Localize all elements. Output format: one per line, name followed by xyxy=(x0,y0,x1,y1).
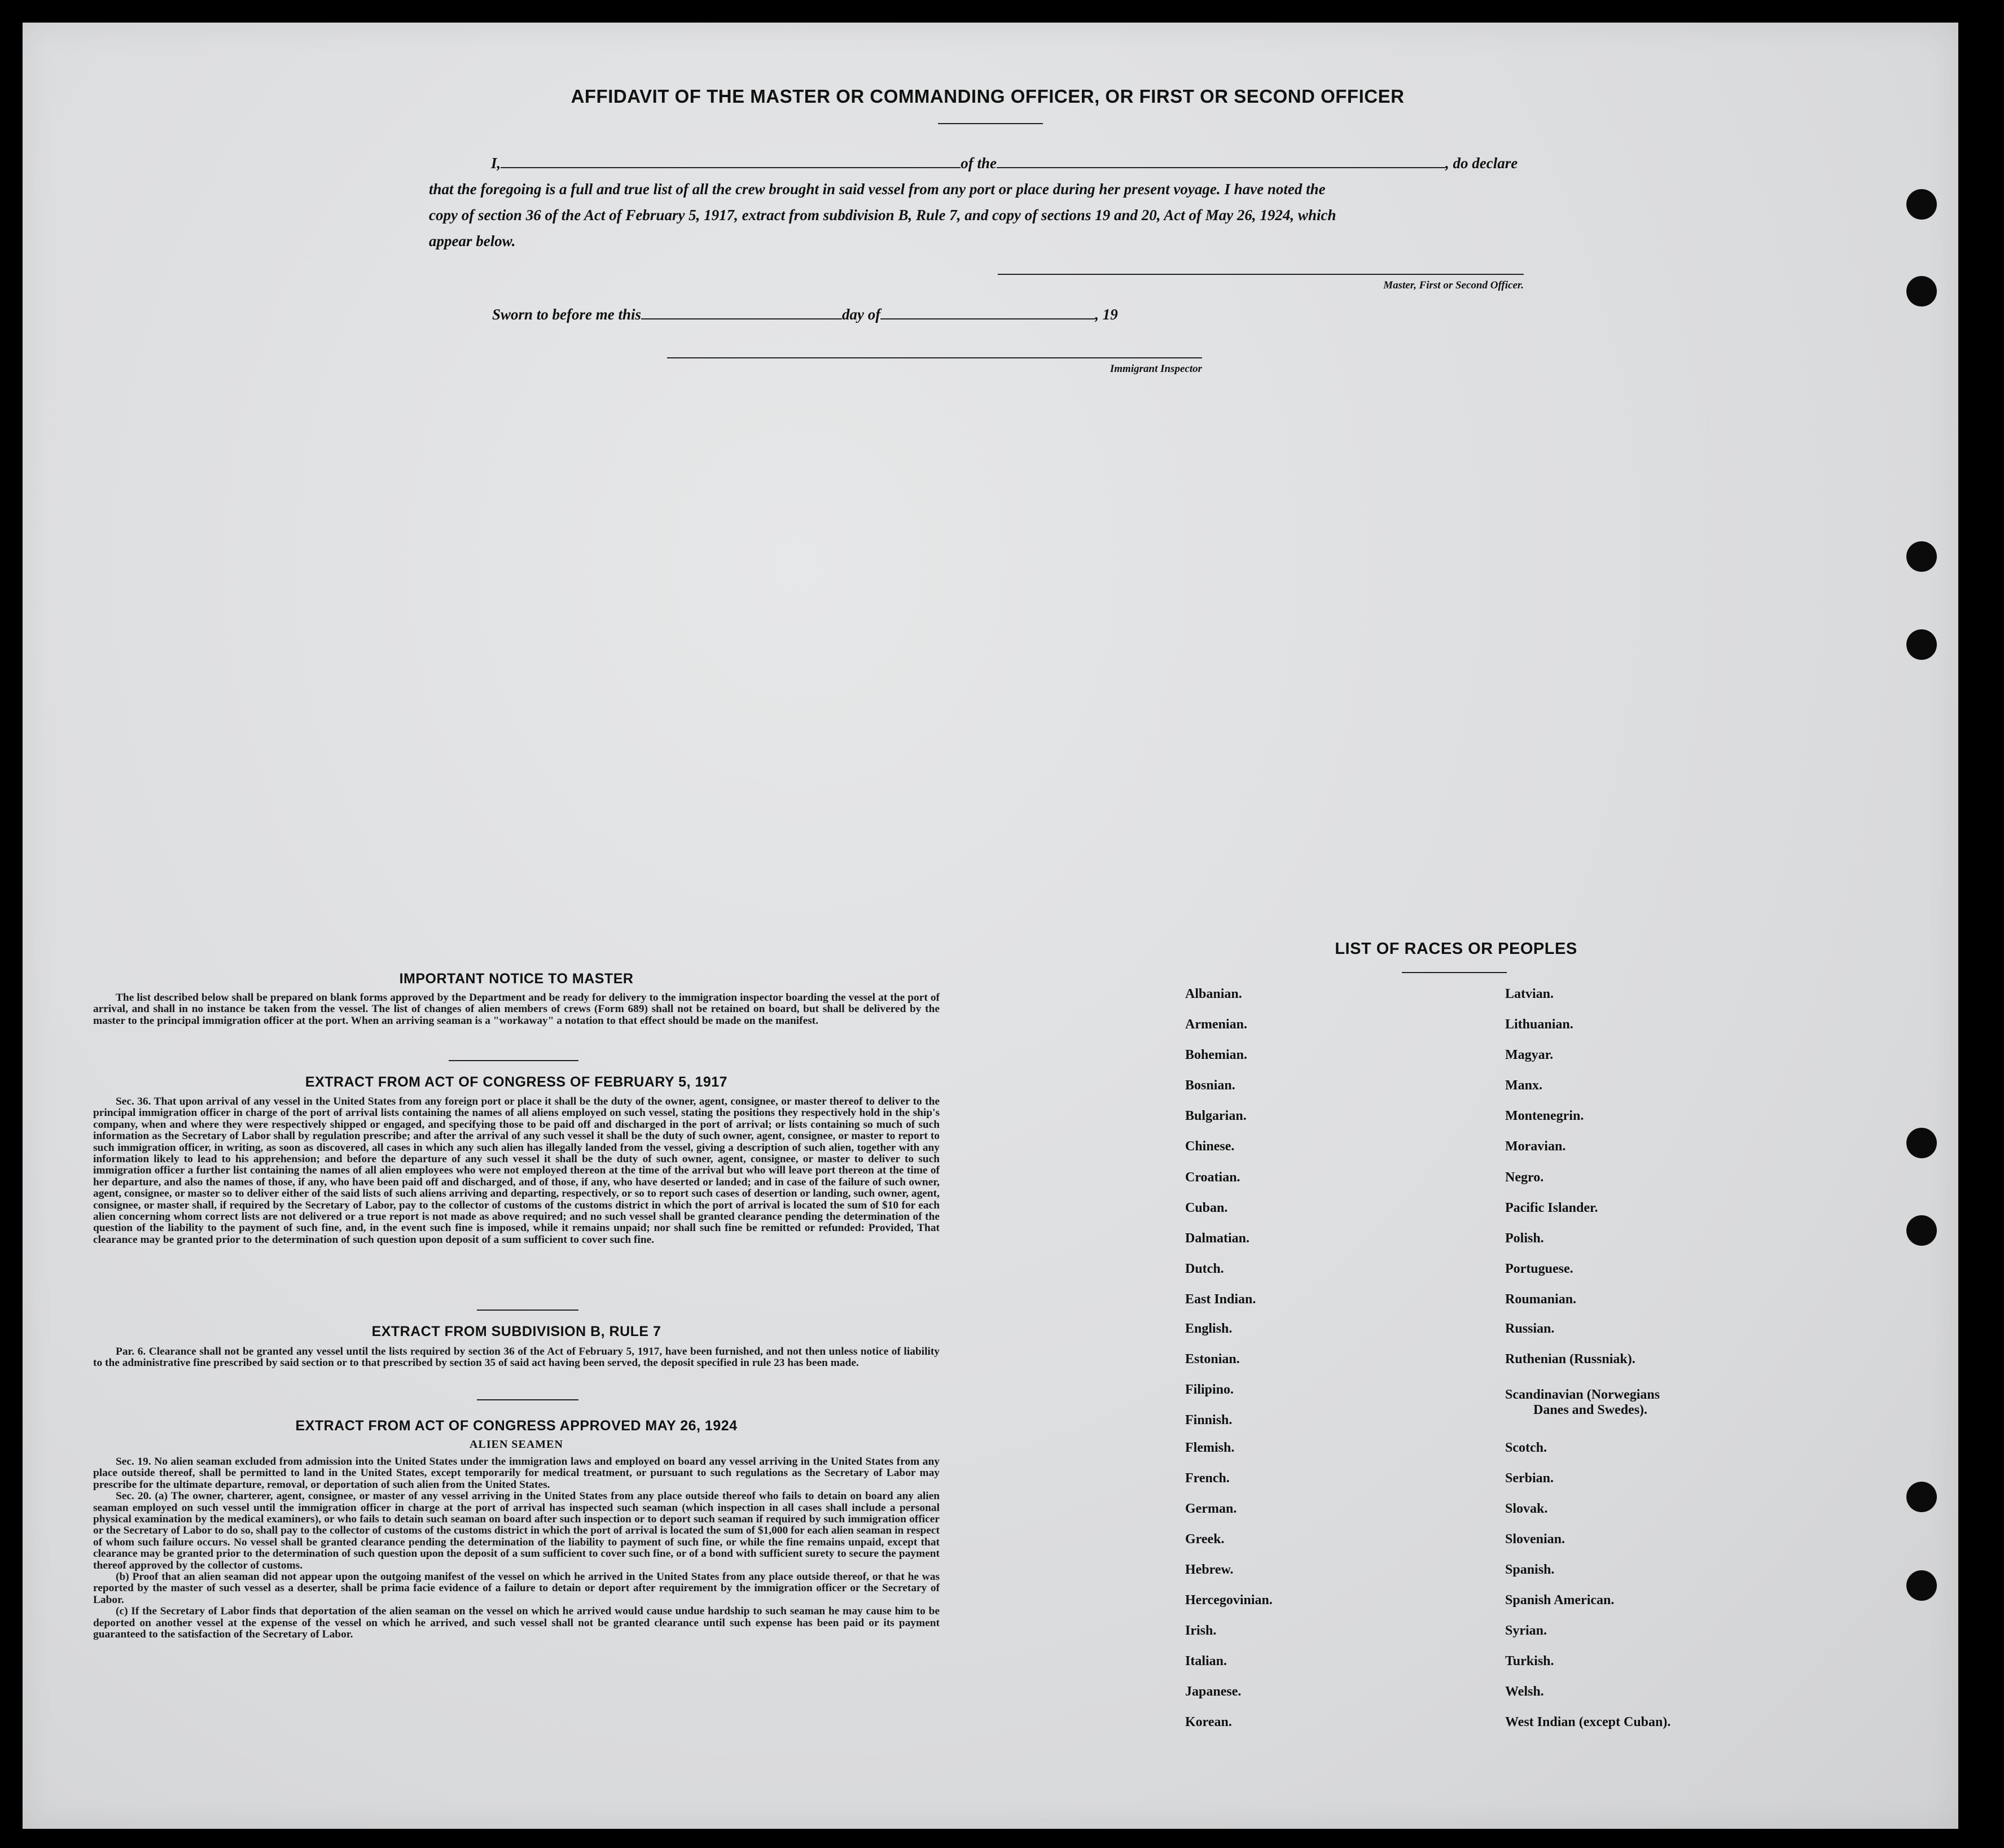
punch-hole xyxy=(1906,276,1937,306)
punch-hole xyxy=(1906,541,1937,572)
race-item: Irish. xyxy=(1185,1623,1217,1638)
race-item: Filipino. xyxy=(1185,1382,1234,1397)
race-item: Dutch. xyxy=(1185,1262,1224,1276)
extract-1917-text xyxy=(93,1096,940,1246)
punch-hole xyxy=(1906,1570,1937,1601)
race-item: Armenian. xyxy=(1185,1017,1247,1032)
race-item: Magyar. xyxy=(1505,1048,1554,1062)
race-item: Ruthenian (Russniak). xyxy=(1505,1352,1635,1367)
sec20c-paragraph: (c) If the Secretary of Labor finds that deportation of the alien seaman on the vessel on which he arrived would cause undue hardship to such seaman he may cause him to be deported on another vessel at the expense of the vessel on which he arrived, and such vessel shall not be granted clearance until such expense has been paid or its payment guaranteed to the satisfaction of the Secretary of Labor. xyxy=(93,1605,940,1641)
race-item: Bulgarian. xyxy=(1185,1109,1247,1123)
section-divider xyxy=(477,1399,578,1400)
extract-1917-title: EXTRACT FROM ACT OF CONGRESS OF FEBRUARY 5, 1917 xyxy=(305,1074,728,1090)
race-item: Moravian. xyxy=(1505,1139,1566,1154)
race-item: Bohemian. xyxy=(1185,1048,1248,1062)
race-item: Syrian. xyxy=(1505,1623,1547,1638)
races-title: LIST OF RACES OR PEOPLES xyxy=(1335,940,1577,958)
vessel-label: of the xyxy=(961,155,997,172)
declarant-label: I, xyxy=(491,155,501,172)
title-divider xyxy=(938,123,1043,124)
race-item: Albanian. xyxy=(1185,987,1242,1001)
races-divider xyxy=(1402,972,1507,973)
declare-label: , do declare xyxy=(1445,155,1518,172)
master-caption: Master, First or Second Officer. xyxy=(1383,279,1524,291)
day-of-label: day of xyxy=(842,306,881,323)
affidavit-line2: that the foregoing is a full and true list of all the crew brought in said vessel from any port or place during her present voyage. I have noted the xyxy=(429,181,1326,198)
rule7-paragraph: Par. 6. Clearance shall not be granted any vessel until the lists required by section 36 of the Act of February 5, 1917, have been furnished, and not then unless notice of liability to the administrative fine prescribed by said section or to that prescribed by section 35 of said act having been served, the deposit specified in rule 23 has been made. xyxy=(93,1346,940,1369)
race-item: English. xyxy=(1185,1321,1233,1336)
declarant-name-field[interactable] xyxy=(501,155,961,168)
section-divider xyxy=(477,1310,578,1311)
race-item: Polish. xyxy=(1505,1231,1544,1246)
extract-1924-title: EXTRACT FROM ACT OF CONGRESS APPROVED MAY 26, 1924 xyxy=(295,1418,738,1434)
year-label: , 19 xyxy=(1095,306,1118,323)
sec20b-paragraph: (b) Proof that an alien seaman did not appear upon the outgoing manifest of the vessel on which he arrived in the United States from any place outside thereof, or that he was reported by the master of such vessel as a deserter, shall be prima facie evidence of a failure to detain or deport after requirement by the immigration officer or the Secretary of Labor. xyxy=(93,1571,940,1606)
alien-seamen-subtitle: ALIEN SEAMEN xyxy=(470,1438,563,1451)
race-item: Bosnian. xyxy=(1185,1078,1235,1093)
race-item: East Indian. xyxy=(1185,1292,1256,1307)
sworn-month-field[interactable] xyxy=(880,306,1095,319)
race-item: Korean. xyxy=(1185,1715,1232,1729)
race-item: Croatian. xyxy=(1185,1170,1240,1185)
notice-paragraph: The list described below shall be prepared on blank forms approved by the Department and be ready for delivery to the immigration inspector boarding the vessel at the port of arrival, and shall in no instance be taken from the vessel. The list of changes of alien members of crews (Form 689) shall not be retained on board, but shall be delivered by the master to the principal immigration officer at the port. When an arriving seaman is a "workaway" a notation to that effect should be made on the manifest. xyxy=(93,992,940,1027)
race-item: Hebrew. xyxy=(1185,1562,1234,1577)
race-item: Spanish American. xyxy=(1505,1593,1615,1608)
race-item: Negro. xyxy=(1505,1170,1544,1185)
race-item: Pacific Islander. xyxy=(1505,1201,1598,1215)
punch-hole xyxy=(1906,1482,1937,1512)
race-item: French. xyxy=(1185,1471,1230,1486)
notice-text xyxy=(93,992,940,1027)
inspector-caption: Immigrant Inspector xyxy=(1110,363,1202,375)
sworn-day-field[interactable] xyxy=(641,306,842,319)
race-item: Chinese. xyxy=(1185,1139,1235,1154)
sec20a-paragraph: Sec. 20. (a) The owner, charterer, agent, consignee, or master of any vessel arriving in the United States from any place outside thereof who fails to detain on board any alien seaman employed on such vessel until the immigration officer in charge at the port of arrival has inspected such seaman (which inspection in all cases shall include a personal physical examination by the medical examiners), or who fails to detain such seaman on board after such inspection or to deport such seaman if required by such immigration officer or the Secretary of Labor to do so, shall pay to the collector of customs of the customs district in which the port of arrival is located the sum of $1,000 for each alien seaman in respect of whom such failure occurs. No vessel shall be granted clearance pending the determination of the liability to payment of such fine, or while the fine remains unpaid, except that clearance may be granted prior to the determination of such question upon the deposit of a sum sufficient to cover such fine, or of a bond with sufficient surety to secure the payment thereof approved by the collector of customs. xyxy=(93,1490,940,1571)
notice-title: IMPORTANT NOTICE TO MASTER xyxy=(399,971,634,987)
affidavit-body xyxy=(429,150,1529,254)
race-item: Montenegrin. xyxy=(1505,1109,1584,1123)
master-signature-line[interactable] xyxy=(998,274,1524,275)
race-item: Portuguese. xyxy=(1505,1262,1573,1276)
race-item: Japanese. xyxy=(1185,1684,1242,1699)
race-item: Greek. xyxy=(1185,1532,1225,1547)
race-item: Welsh. xyxy=(1505,1684,1544,1699)
affidavit-line4: appear below. xyxy=(429,233,516,249)
punch-hole xyxy=(1906,1128,1937,1158)
race-item: Spanish. xyxy=(1505,1562,1555,1577)
race-item: Slovak. xyxy=(1505,1501,1548,1516)
affidavit-line3: copy of section 36 of the Act of February 5, 1917, extract from subdivision B, Rule 7, and copy of sections 19 and 20, Act of May 26, 1924, which xyxy=(429,207,1336,224)
race-item: Manx. xyxy=(1505,1078,1542,1093)
race-item: Dalmatian. xyxy=(1185,1231,1249,1246)
rule7-text xyxy=(93,1346,940,1369)
vessel-name-field[interactable] xyxy=(997,155,1445,168)
race-item: Turkish. xyxy=(1505,1654,1554,1669)
race-item: Cuban. xyxy=(1185,1201,1228,1215)
race-item: German. xyxy=(1185,1501,1237,1516)
rule7-title: EXTRACT FROM SUBDIVISION B, RULE 7 xyxy=(371,1324,661,1339)
extract-1924-text xyxy=(93,1456,940,1641)
race-item: West Indian (except Cuban). xyxy=(1505,1715,1671,1729)
extract-1917-paragraph: Sec. 36. That upon arrival of any vessel in the United States from any foreign port or place it shall be the duty of the owner, agent, consignee, or master thereof to deliver to the principal immigration officer in charge of the port of arrival lists containing the names of all aliens employed on such vessel, stating the positions they respectively hold in the ship's company, when and where they were respectively shipped or engaged, and specifying those to be paid off and discharged in the port of arrival; or lists containing so much of such information as the Secretary of Labor shall by regulation prescribe; and after the arrival of any such vessel it shall be the duty of such owner, agent, consignee, or master to report to such immigration officer, in writing, as soon as discovered, all cases in which any such alien has illegally landed from the vessel, giving a description of such alien, together with any information likely to lead to his apprehension; and before the departure of any such vessel it shall be the duty of such owner, agent, consignee, or master to deliver to such immigration officer a further list containing the names of all alien employees who were not employed thereon at the time of the arrival but who will leave port thereon at the time of her departure, and also the names of those, if any, who have been paid off and discharged, and of those, if any, who have deserted or landed; and in case of the failure of such owner, agent, consignee, or master so to deliver either of the said lists of such aliens arriving and departing, respectively, or so to report such cases of desertion or landing, such owner, agent, consignee, or master shall, if required by the Secretary of Labor, pay to the collector of customs of the customs district in which the port of arrival is located the sum of $10 for each alien concerning whom correct lists are not delivered or a true report is not made as above required; and no such vessel shall be granted clearance pending the determination of the question of the liability to the payment of such fine, and, in the event such fine is imposed, while it remains unpaid; nor shall such fine be remitted or refunded: Provided, That clearance may be granted prior to the determination of such question upon deposit of a sum sufficient to cover such fine. xyxy=(93,1096,940,1246)
punch-hole xyxy=(1906,1215,1937,1246)
race-item: Lithuanian. xyxy=(1505,1017,1573,1032)
sworn-label: Sworn to before me this xyxy=(492,306,642,323)
race-item: Latvian. xyxy=(1505,987,1554,1001)
section-divider xyxy=(449,1060,578,1061)
race-item: Estonian. xyxy=(1185,1352,1240,1367)
sec19-paragraph: Sec. 19. No alien seaman excluded from admission into the United States under the immigration laws and employed on board any vessel arriving in the United States from any place outside thereof, shall be permitted to land in the United States, except temporarily for medical treatment, or pursuant to such regulations as the Secretary of Labor may prescribe for the ultimate departure, removal, or deportation of such alien from the United States. xyxy=(93,1456,940,1491)
punch-hole xyxy=(1906,189,1937,220)
punch-hole xyxy=(1906,629,1937,660)
race-item: Russian. xyxy=(1505,1321,1555,1336)
race-item: Scotch. xyxy=(1505,1440,1547,1455)
affidavit-title: AFFIDAVIT OF THE MASTER OR COMMANDING OFFICER, OR FIRST OR SECOND OFFICER xyxy=(571,86,1405,107)
race-item: Slovenian. xyxy=(1505,1532,1566,1547)
race-item: Hercegovinian. xyxy=(1185,1593,1273,1608)
affidavit-line1 xyxy=(429,150,1529,176)
race-item: Italian. xyxy=(1185,1654,1227,1669)
race-item: Danes and Swedes). xyxy=(1533,1403,1648,1417)
sworn-line xyxy=(492,301,1118,327)
race-item: Finnish. xyxy=(1185,1413,1233,1427)
race-item: Serbian. xyxy=(1505,1471,1554,1486)
race-item: Flemish. xyxy=(1185,1440,1235,1455)
race-item: Roumanian. xyxy=(1505,1292,1577,1307)
inspector-signature-line[interactable] xyxy=(667,357,1202,358)
race-item: Scandinavian (Norwegians xyxy=(1505,1387,1660,1402)
